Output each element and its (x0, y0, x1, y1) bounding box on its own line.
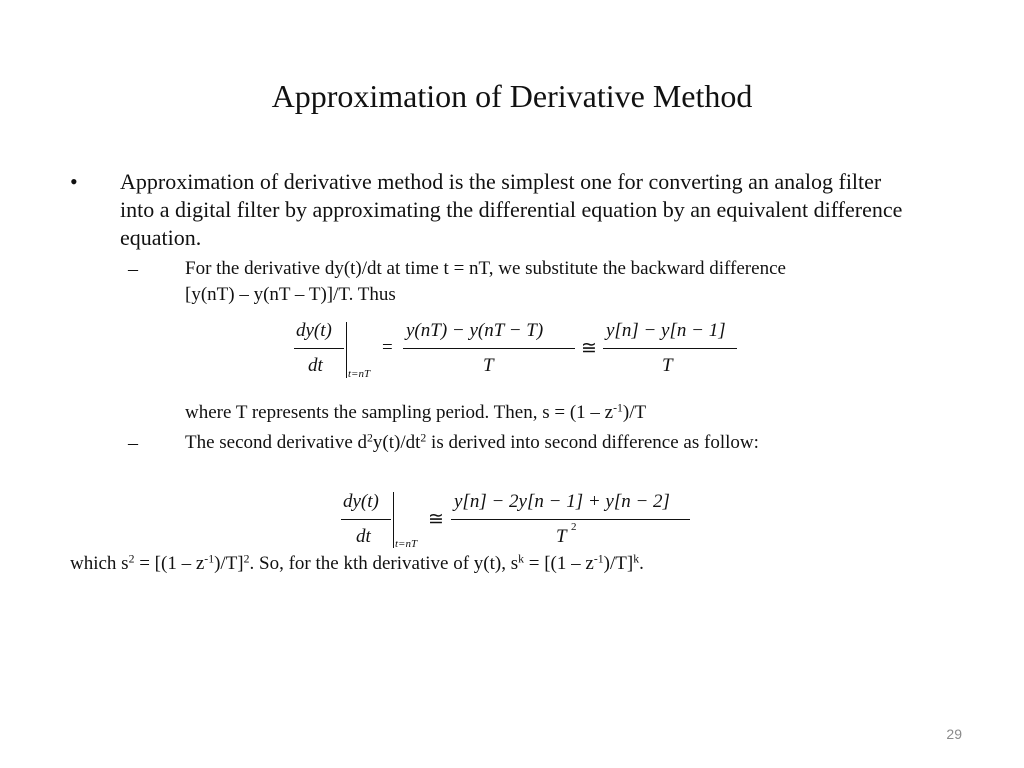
sub-bullet-derivative-line2: [y(nT) – y(nT – T)]/T. Thus (185, 284, 396, 305)
eq2-rhs-numerator: y[n] − 2y[n − 1] + y[n − 2] (454, 491, 670, 512)
slide-title: Approximation of Derivative Method (271, 78, 753, 114)
eq1-rhs-denominator: T (662, 355, 673, 376)
main-bullet-text: Approximation of derivative method is the simplest one for converting an analog filter into a digital filter by approximating the differential equation by an equivalent difference equation. (120, 169, 903, 250)
eq2-evaluation-subscript: t=nT (395, 538, 418, 550)
kth-derivative-text: which $s^2 = [(1 - z^{-1})/T]^2$. So, for the kth derivative of y(t), $s^k = [(1 - z^{-1})/T]^k$. (70, 552, 644, 574)
eq1-lhs-numerator: dy(t) (296, 320, 332, 341)
sampling-period-text: where T represents the sampling period. Then, $s = (1 - z^{-1})/T$ (185, 401, 647, 423)
eq1-rhs-numerator: y[n] − y[n − 1] (606, 320, 726, 341)
eq2-rhs-denominator-exponent: 2 (571, 521, 577, 533)
sub-bullet-marker-2: – (128, 432, 138, 454)
eq1-lhs-denominator: dt (308, 355, 323, 376)
eq1-evaluation-subscript: t=nT (348, 368, 371, 380)
eq2-rhs-fraction-bar (451, 519, 690, 520)
page-number: 29 (946, 726, 962, 742)
eq1-middle-denominator: T (483, 355, 494, 376)
eq2-lhs-denominator: dt (356, 526, 371, 547)
eq1-approx-sign: ≅ (581, 338, 597, 359)
eq2-evaluation-bar (393, 492, 394, 548)
eq2-lhs-fraction-bar (341, 519, 391, 520)
eq1-equals-sign: = (382, 337, 393, 358)
bullet-marker: • (70, 169, 78, 194)
eq2-rhs-denominator: T (556, 526, 567, 547)
eq1-middle-numerator: y(nT) − y(nT − T) (406, 320, 544, 341)
sub-bullet-second-derivative: The second derivative $d^2y(t)/dt^2$ is derived into second difference as follow: (185, 431, 759, 453)
sub-bullet-marker: – (128, 258, 138, 280)
eq2-lhs-numerator: dy(t) (343, 491, 379, 512)
sub-bullet-derivative-line1: For the derivative dy(t)/dt at time t = nT, we substitute the backward difference (185, 258, 786, 279)
eq2-approx-sign: ≅ (428, 509, 444, 530)
